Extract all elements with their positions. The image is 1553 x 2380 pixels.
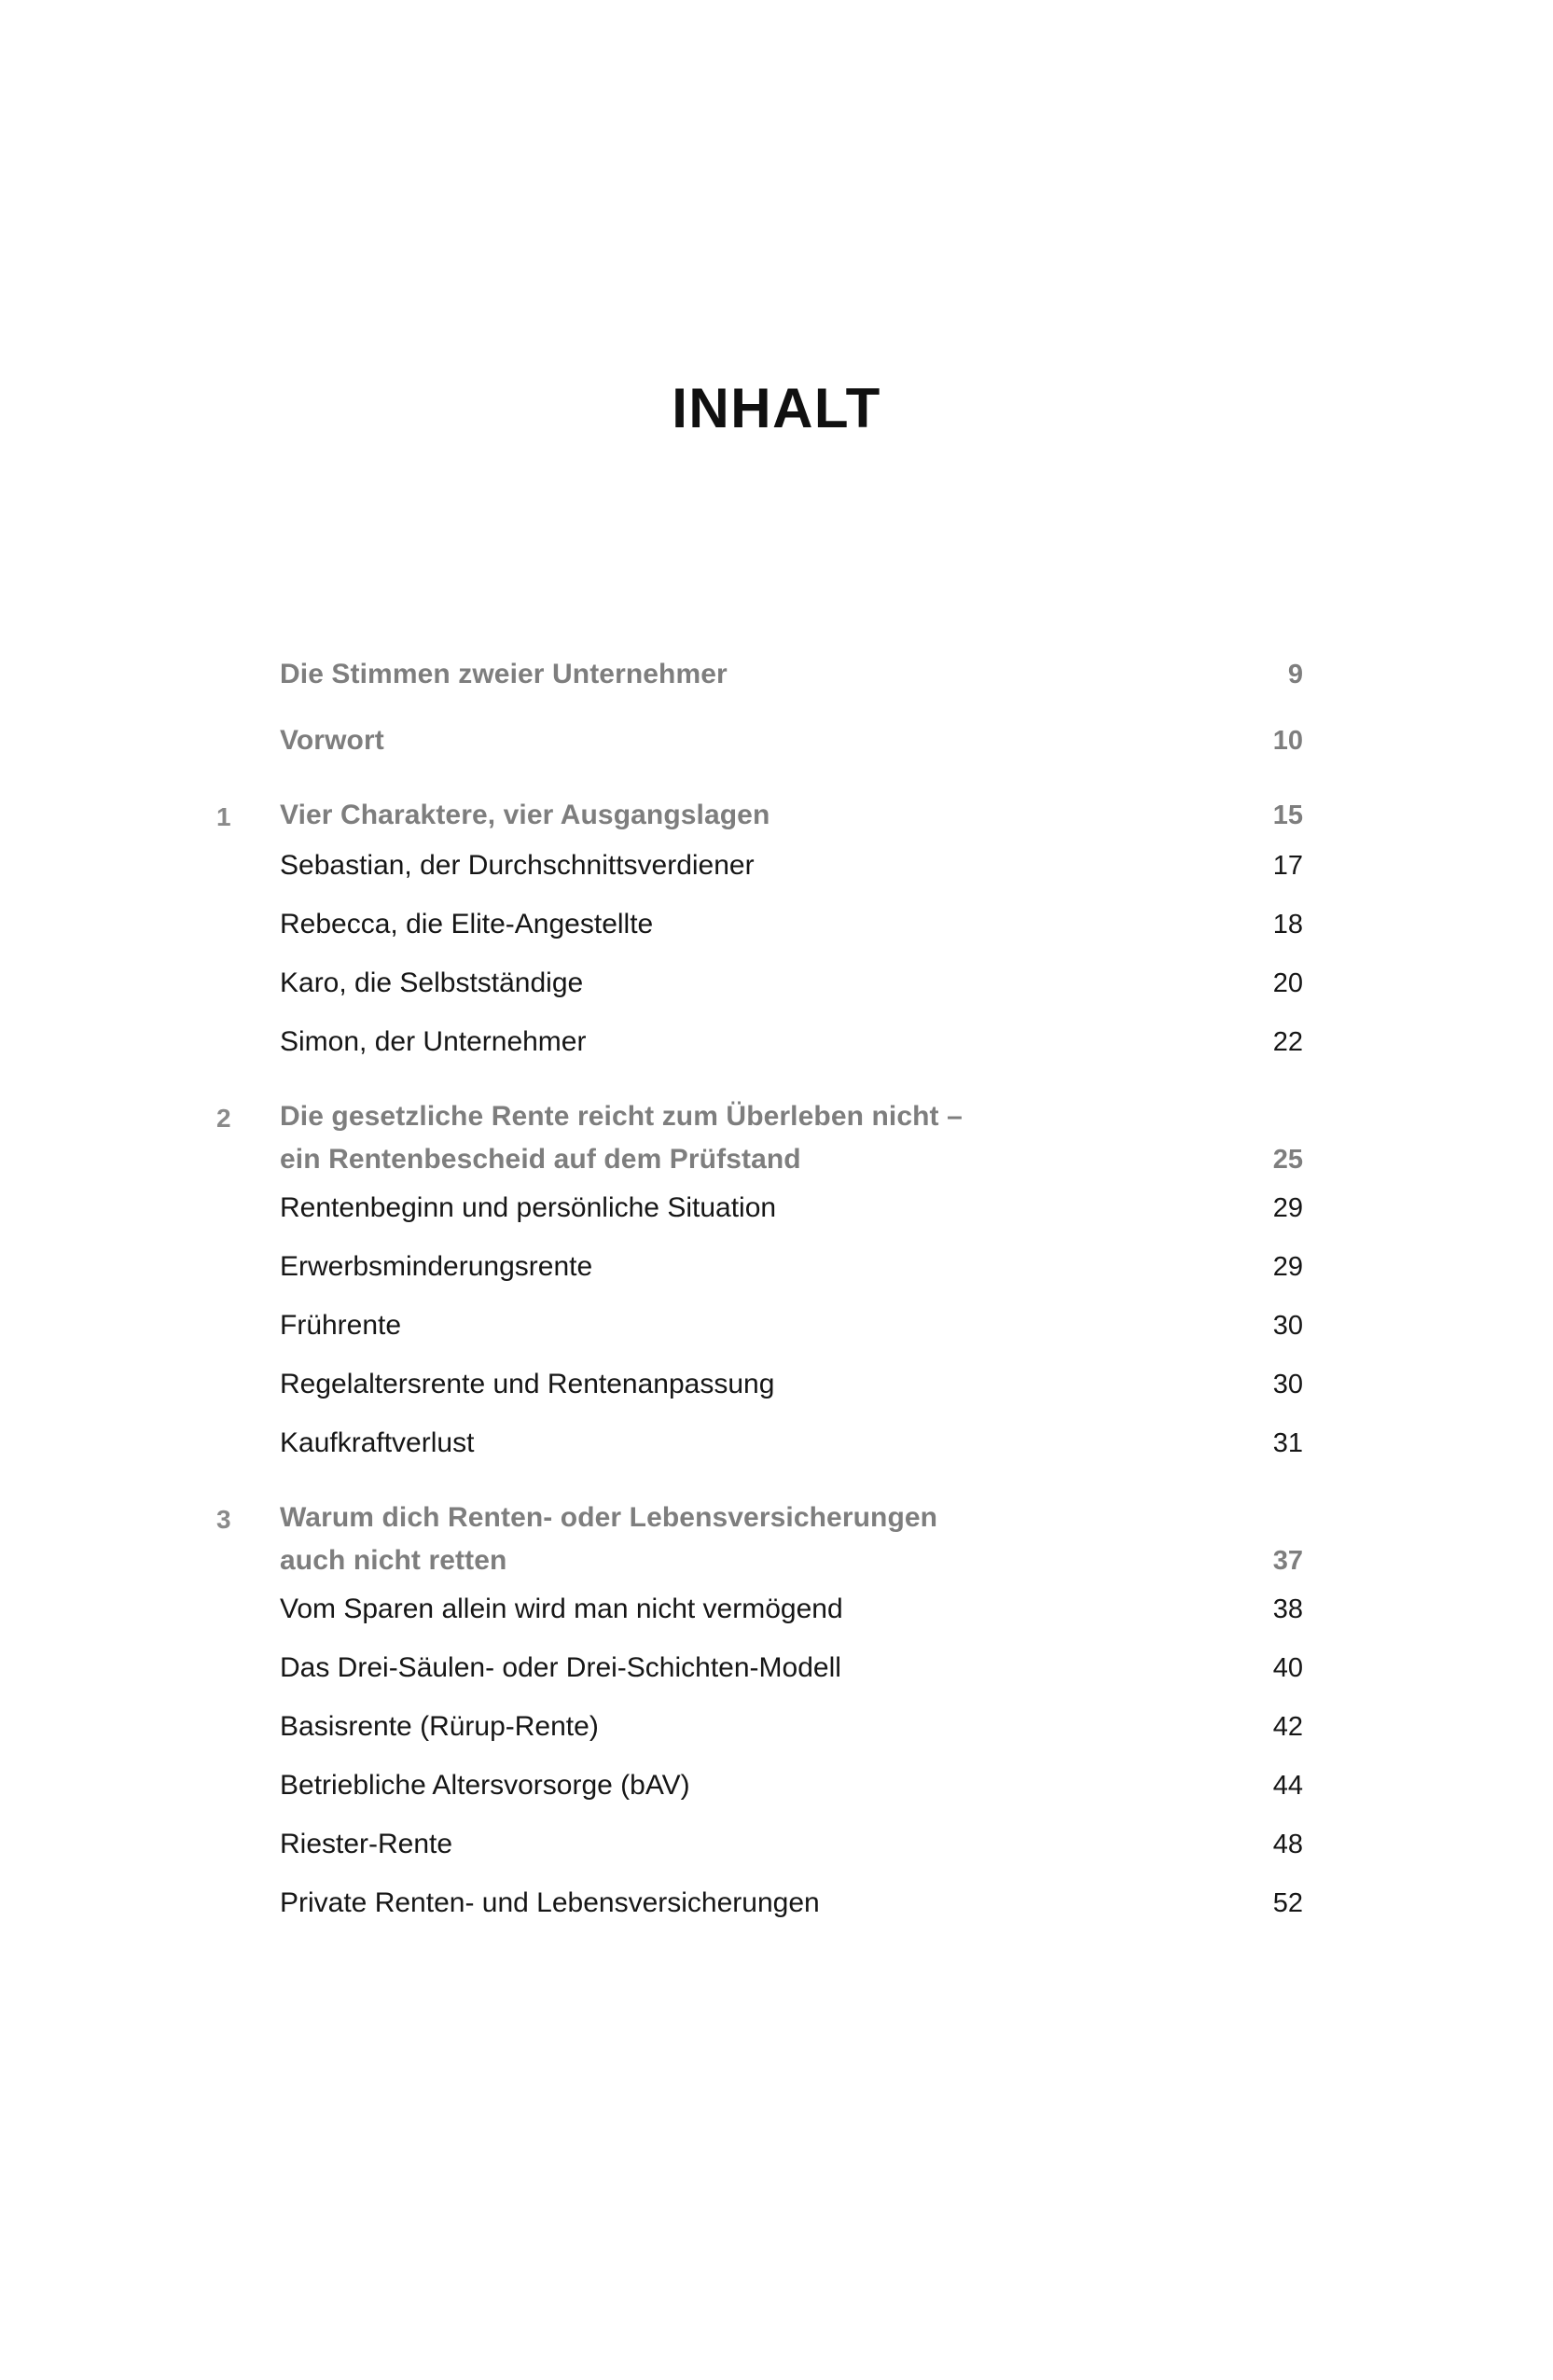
toc-entry-title: Erwerbsminderungsrente <box>280 1251 593 1282</box>
toc-chapter-title <box>280 1496 1191 1582</box>
toc-entry-title: Basisrente (Rürup-Rente) <box>280 1711 599 1742</box>
toc-chapter-title-line: ein Rentenbescheid auf dem Prüfstand <box>280 1144 801 1175</box>
toc-entry-row[interactable] <box>216 1021 1303 1064</box>
toc-front-matter-row[interactable] <box>216 653 1303 696</box>
chapter-number-spacer <box>216 1764 280 1766</box>
toc-entry-title: Sebastian, der Durchschnittsverdiener <box>280 850 755 881</box>
chapter-number: 3 <box>216 1505 231 1534</box>
chapter-number-spacer <box>216 1647 280 1649</box>
page-title: INHALT <box>672 377 881 439</box>
toc-chapter-page-number: 15 <box>1272 800 1303 830</box>
toc-entry-row[interactable] <box>216 1882 1303 1925</box>
toc-entry-title: Vom Sparen allein wird man nicht vermögend <box>280 1594 843 1624</box>
toc-entry-row[interactable] <box>216 1422 1303 1465</box>
toc-entry-page-number: 29 <box>1272 1252 1303 1282</box>
chapter-number: 1 <box>216 802 231 831</box>
table-of-contents <box>216 653 1303 1941</box>
toc-entry-row[interactable] <box>216 1304 1303 1347</box>
chapter-number-spacer <box>216 653 280 655</box>
toc-entry-page-number: 52 <box>1272 1888 1303 1918</box>
toc-chapter-page-number: 25 <box>1272 1145 1303 1175</box>
chapter-number-spacer <box>216 962 280 964</box>
toc-chapter-title-line: Warum dich Renten- oder Lebensversicherungen <box>280 1502 938 1533</box>
chapter-number-spacer <box>216 1705 280 1707</box>
toc-entry-row[interactable] <box>216 1363 1303 1406</box>
chapter-number-spacer <box>216 1882 280 1884</box>
toc-entry-title: Die Stimmen zweier Unternehmer <box>280 659 728 689</box>
toc-entry-page-number: 17 <box>1272 851 1303 881</box>
toc-chapter-row[interactable] <box>216 794 1303 839</box>
toc-entry-row[interactable] <box>216 1647 1303 1690</box>
toc-entry-title: Frührente <box>280 1310 402 1341</box>
toc-chapter-page-number: 37 <box>1272 1546 1303 1576</box>
toc-entry-page-number: 29 <box>1272 1193 1303 1223</box>
chapter-number-spacer <box>216 844 280 846</box>
toc-entry-row[interactable] <box>216 1823 1303 1866</box>
toc-entry-row[interactable] <box>216 903 1303 946</box>
toc-entry-title: Das Drei-Säulen- oder Drei-Schichten-Modell <box>280 1652 841 1683</box>
toc-entry-page-number: 44 <box>1272 1771 1303 1801</box>
toc-chapter-title-line: auch nicht retten <box>280 1545 507 1576</box>
toc-entry-row[interactable] <box>216 844 1303 887</box>
toc-chapter-row[interactable] <box>216 1496 1303 1582</box>
toc-entry-title: Rebecca, die Elite-Angestellte <box>280 909 654 939</box>
toc-entry-page-number: 20 <box>1272 968 1303 998</box>
chapter-number-spacer <box>216 1304 280 1306</box>
toc-entry-title: Betriebliche Altersvorsorge (bAV) <box>280 1770 690 1801</box>
toc-entry-page-number: 9 <box>1287 660 1303 689</box>
toc-entry-title: Rentenbeginn und persönliche Situation <box>280 1192 777 1223</box>
chapter-number-spacer <box>216 903 280 905</box>
toc-chapter-title-line: Vier Charaktere, vier Ausgangslagen <box>280 800 770 830</box>
chapter-number-spacer <box>216 1363 280 1365</box>
toc-entry-page-number: 40 <box>1272 1653 1303 1683</box>
toc-entry-title: Karo, die Selbstständige <box>280 967 584 998</box>
toc-entry-page-number: 42 <box>1272 1712 1303 1742</box>
toc-entry-row[interactable] <box>216 962 1303 1005</box>
toc-entry-title: Riester-Rente <box>280 1829 453 1859</box>
toc-entry-row[interactable] <box>216 1246 1303 1288</box>
chapter-number-spacer <box>216 1588 280 1590</box>
chapter-number-spacer <box>216 1246 280 1247</box>
chapter-number: 2 <box>216 1104 231 1133</box>
toc-entry-title: Regelaltersrente und Rentenanpassung <box>280 1369 775 1399</box>
toc-entry-page-number: 22 <box>1272 1027 1303 1057</box>
toc-entry-page-number: 30 <box>1272 1370 1303 1399</box>
toc-entry-row[interactable] <box>216 1764 1303 1807</box>
chapter-number-spacer <box>216 1021 280 1023</box>
toc-entry-row[interactable] <box>216 1705 1303 1748</box>
chapter-number-spacer <box>216 1187 280 1189</box>
toc-entry-title: Simon, der Unternehmer <box>280 1026 587 1057</box>
toc-entry-page-number: 48 <box>1272 1830 1303 1859</box>
chapter-number-spacer <box>216 719 280 721</box>
toc-front-matter-row[interactable] <box>216 719 1303 762</box>
toc-entry-page-number: 38 <box>1272 1594 1303 1624</box>
toc-entry-row[interactable] <box>216 1588 1303 1631</box>
toc-chapter-title <box>280 1095 1191 1181</box>
toc-entry-title: Private Renten- und Lebensversicherungen <box>280 1887 820 1918</box>
toc-entry-page-number: 31 <box>1272 1428 1303 1458</box>
toc-entry-page-number: 30 <box>1272 1311 1303 1341</box>
toc-entry-page-number: 10 <box>1272 726 1303 756</box>
toc-chapter-row[interactable] <box>216 1095 1303 1181</box>
toc-entry-title: Kaufkraftverlust <box>280 1427 475 1458</box>
toc-entry-row[interactable] <box>216 1187 1303 1230</box>
chapter-number-spacer <box>216 1422 280 1424</box>
toc-chapter-title-line: Die gesetzliche Rente reicht zum Überleben nicht – <box>280 1101 963 1132</box>
toc-entry-page-number: 18 <box>1272 910 1303 939</box>
toc-entry-title: Vorwort <box>280 725 384 756</box>
chapter-number-spacer <box>216 1823 280 1825</box>
toc-chapter-title <box>280 794 1191 837</box>
